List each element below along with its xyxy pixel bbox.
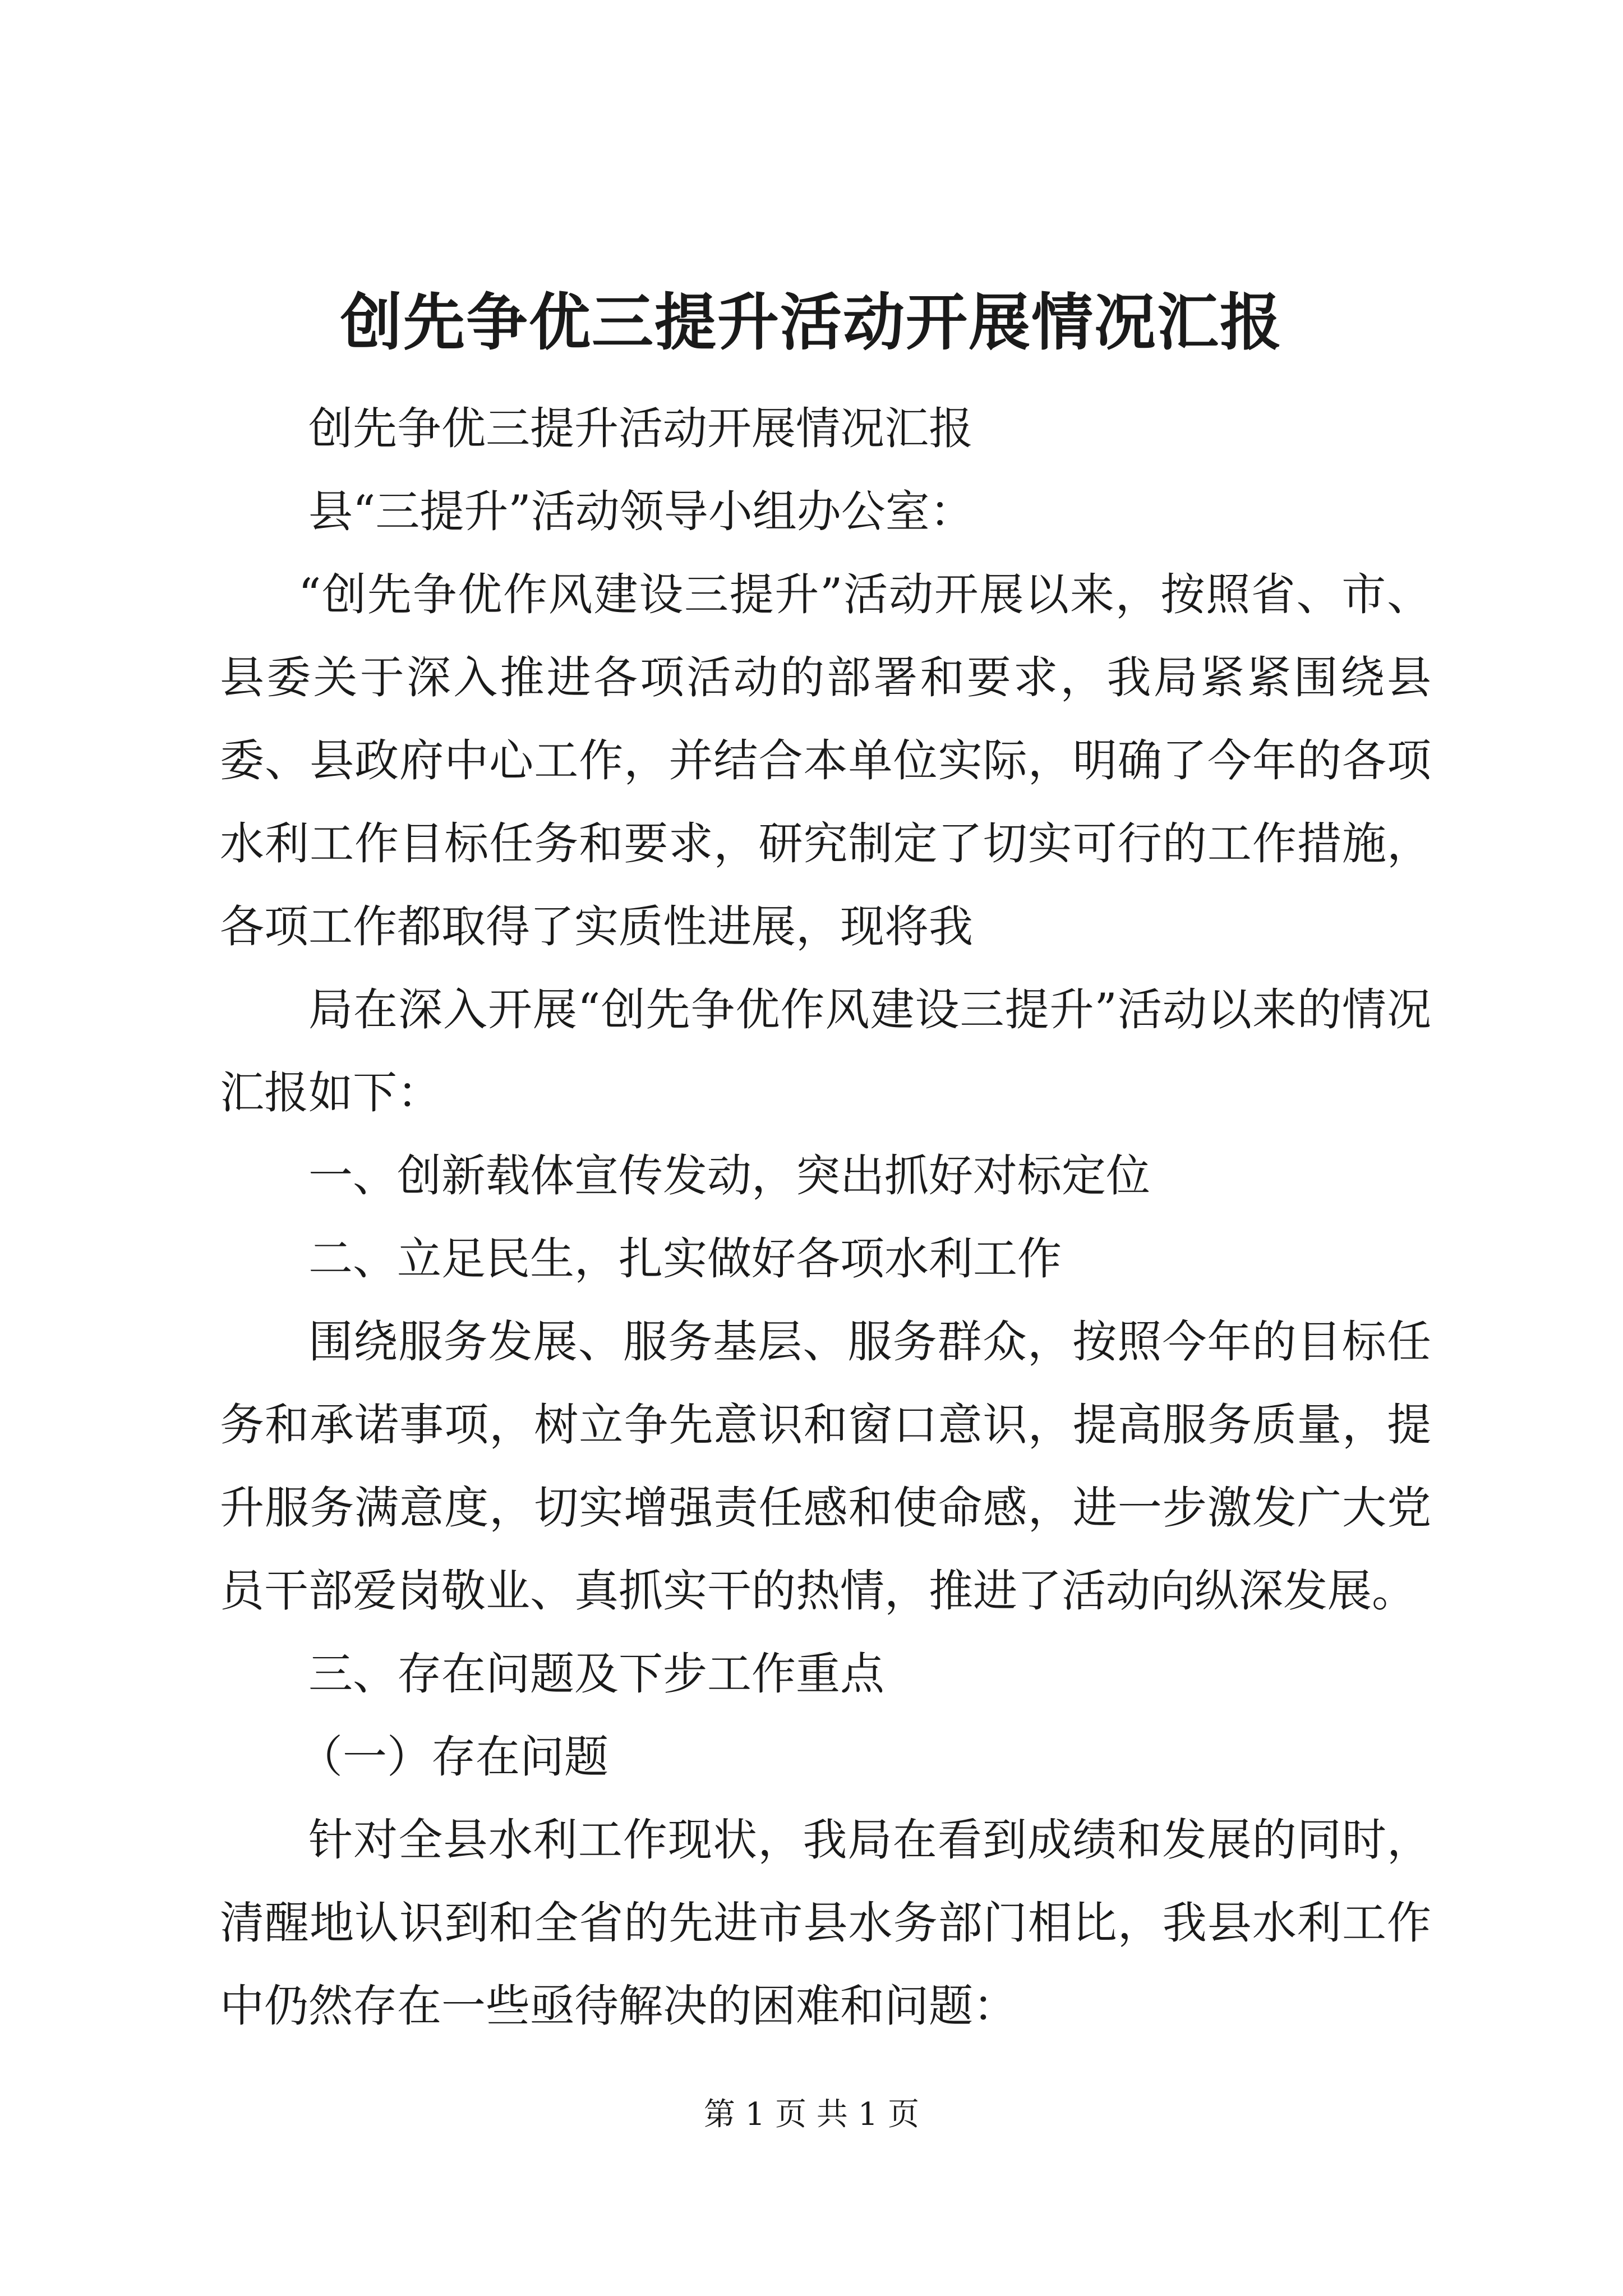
section-heading-1: 一、创新载体宣传发动，突出抓好对标定位 (308, 1150, 1150, 1202)
paragraph-problems-body: 针对全县水利工作现状，我局在看到成绩和发展的同时，清醒地认识到和全省的先进市县水务部门相比，我县水利工作中仍然存在一些亟待解决的困难和问题： (220, 1814, 1431, 2032)
paragraph-section-2-body: 围绕服务发展、服务基层、服务群众，按照今年的目标任务和承诺事项，树立争先意识和窗口意识，提高服务质量，提升服务满意度，切实增强责任感和使命感，进一步激发广大党员干部爱岗敬业、真抓实干的热情，推进了活动向纵深发展。 (220, 1316, 1431, 1617)
paragraph-repeated-title: 创先争优三提升活动开展情况汇报 (308, 403, 973, 454)
page-number-footer: 第 1 页 共 1 页 (703, 2096, 920, 2133)
document-title: 创先争优三提升活动开展情况汇报 (340, 286, 1283, 358)
subsection-heading-1: （一）存在问题 (298, 1731, 608, 1783)
section-heading-3: 三、存在问题及下步工作重点 (308, 1648, 884, 1700)
paragraph-intro-continued: 局在深入开展“创先争优作风建设三提升”活动以来的情况汇报如下： (220, 984, 1431, 1119)
document-body (220, 387, 1431, 2047)
paragraph-intro: “创先争优作风建设三提升”活动开展以来，按照省、市、县委关于深入推进各项活动的部署和要求，我局紧紧围绕县委、县政府中心工作，并结合本单位实际，明确了今年的各项水利工作目标任务和要求，研究制定了切实可行的工作措施，各项工作都取得了实质性进展，现将我 (220, 569, 1431, 953)
paragraph-recipient: 县“三提升”活动领导小组办公室： (308, 486, 974, 537)
section-heading-2: 二、立足民生，扎实做好各项水利工作 (308, 1233, 1062, 1285)
